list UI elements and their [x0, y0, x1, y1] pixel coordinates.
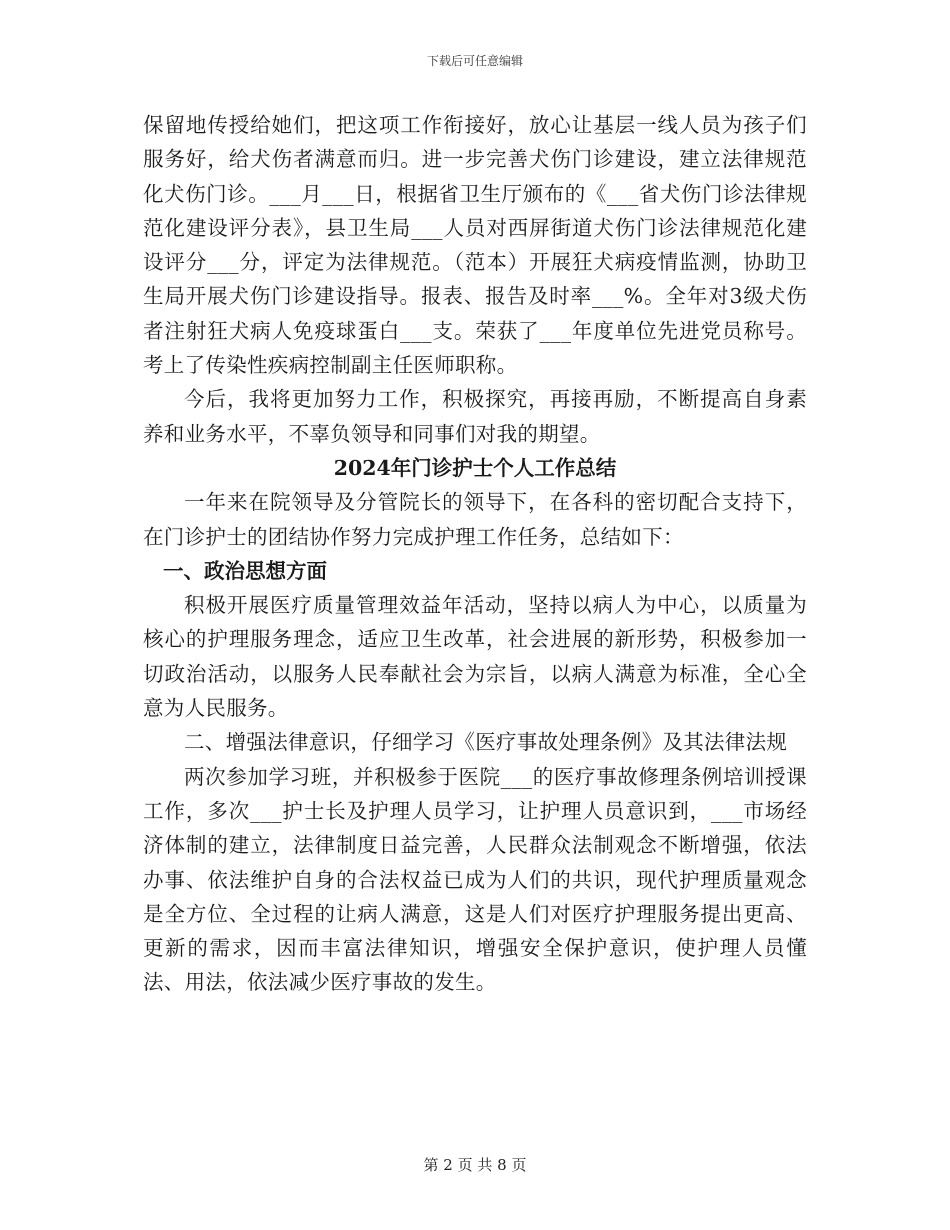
- section-title: 2024年门诊护士个人工作总结: [333, 455, 617, 480]
- document-body: [143, 108, 807, 1000]
- heading-politics: 一、政治思想方面: [163, 558, 327, 583]
- paragraph-6: 两次参加学习班，并积极参于医院___的医疗事故修理条例培训授课工作，多次___护士长及护理人员学习，让护理人员意识到，___市场经济体制的建立，法律制度日益完善，人民群众法制观念不断增强，依法办事、依法维护自身的合法权益已成为人们的共识，现代护理质量观念是全方位、全过程的让病人满意，这是人们对医疗护理服务提出更高、更新的需求，因而丰富法律知识，增强安全保护意识，使护理人员懂法、用法，依法减少医疗事故的发生。: [143, 764, 807, 995]
- paragraph-2: 今后，我将更加努力工作，积极探究，再接再励，不断提高自身素养和业务水平，不辜负领导和同事们对我的期望。: [143, 387, 807, 446]
- page-number: 第 2 页 共 8 页: [423, 1156, 527, 1174]
- header-note: 下载后可任意编辑: [426, 54, 523, 68]
- paragraph-3: 一年来在院领导及分管院长的领导下，在各科的密切配合支持下，在门诊护士的团结协作努力完成护理工作任务，总结如下：: [143, 490, 807, 549]
- paragraph-4: 积极开展医疗质量管理效益年活动，坚持以病人为中心，以质量为核心的护理服务理念，适应卫生改革，社会进展的新形势，积极参加一切政治活动，以服务人民奉献社会为宗旨，以病人满意为标准，全心全意为人民服务。: [143, 593, 807, 721]
- heading-legal-awareness: 二、增强法律意识，仔细学习《医疗事故处理条例》及其法律法规: [184, 730, 788, 755]
- paragraph-1: 保留地传授给她们，把这项工作衔接好，放心让基层一线人员为孩子们服务好，给犬伤者满意而归。进一步完善犬伤门诊建设，建立法律规范化犬伤门诊。___月___日，根据省卫生厅颁布的《___省犬伤门诊法律规范化建设评分表》，县卫生局___人员对西屏街道犬伤门诊法律规范化建设评分___分，评定为法律规范。（范本）开展狂犬病疫情监测，协助卫生局开展犬伤门诊建设指导。报表、报告及时率___%。全年对3级犬伤者注射狂犬病人免疫球蛋白___支。荣获了___年度单位先进党员称号。考上了传染性疾病控制副主任医师职称。: [143, 113, 807, 378]
